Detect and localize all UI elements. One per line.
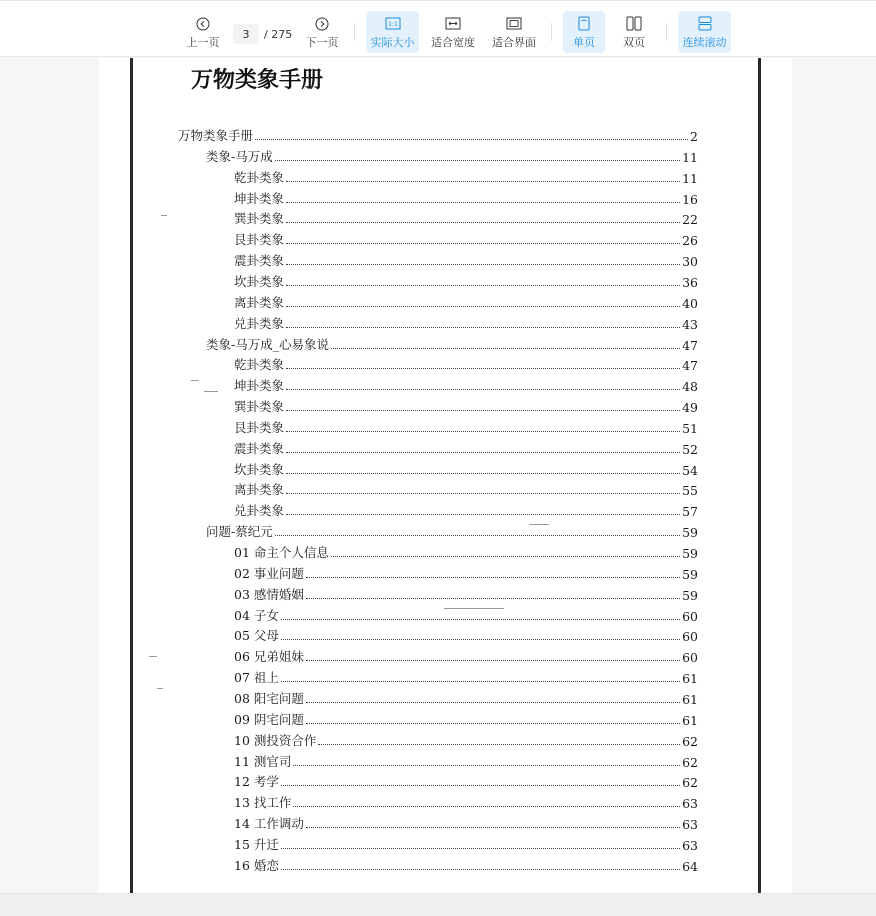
fit-screen-label: 适合界面 bbox=[492, 35, 536, 49]
continuous-scroll-icon bbox=[698, 15, 712, 33]
toc-entry[interactable] bbox=[234, 541, 698, 561]
toc-entry[interactable] bbox=[234, 249, 698, 269]
toc-entry[interactable] bbox=[234, 499, 698, 519]
toc-entry-title: 03 感情婚姻 bbox=[234, 586, 304, 602]
toc-entry-page: 47 bbox=[682, 337, 698, 353]
toc-entry-title: 15 升迁 bbox=[234, 836, 279, 852]
scan-speck bbox=[529, 524, 549, 525]
toc-entry-title: 离卦类象 bbox=[234, 294, 285, 310]
toc-entry-title: 09 阴宅问题 bbox=[234, 711, 304, 727]
toc-entry[interactable] bbox=[234, 270, 698, 290]
toc-entry[interactable] bbox=[234, 729, 698, 749]
toc-leader-dots bbox=[281, 869, 680, 870]
toc-entry-title: 乾卦类象 bbox=[234, 357, 285, 373]
toc-entry-page: 47 bbox=[682, 358, 698, 374]
toc-entry[interactable] bbox=[234, 666, 698, 686]
toc-leader-dots bbox=[306, 598, 680, 599]
toc-entry[interactable] bbox=[234, 437, 698, 457]
toc-entry[interactable] bbox=[234, 645, 698, 665]
total-pages: / 275 bbox=[264, 27, 293, 41]
toc-entry-page: 49 bbox=[682, 400, 698, 416]
toc-entry-title: 12 考学 bbox=[234, 774, 279, 790]
toc-entry[interactable] bbox=[234, 478, 698, 498]
page-navigator bbox=[233, 23, 292, 45]
toc-entry-page: 57 bbox=[682, 504, 698, 520]
toc-entry[interactable] bbox=[206, 333, 698, 353]
document-title: 万物类象手册 bbox=[191, 67, 324, 93]
toc-entry-title: 乾卦类象 bbox=[234, 169, 285, 185]
toc-leader-dots bbox=[286, 410, 680, 411]
pdf-page bbox=[99, 58, 792, 893]
toc-entry-page: 22 bbox=[682, 212, 698, 228]
toc-entry-page: 54 bbox=[682, 462, 698, 478]
toc-entry-page: 59 bbox=[682, 566, 698, 582]
toc-entry[interactable] bbox=[206, 520, 698, 540]
toc-entry-title: 坎卦类象 bbox=[234, 461, 285, 477]
toc-entry-page: 63 bbox=[682, 817, 698, 833]
next-page-button[interactable] bbox=[303, 11, 341, 53]
toc-entry-page: 55 bbox=[682, 483, 698, 499]
toc-entry[interactable] bbox=[234, 291, 698, 311]
toc-leader-dots bbox=[286, 222, 680, 223]
toc-entry-page: 26 bbox=[682, 233, 698, 249]
toc-leader-dots bbox=[286, 306, 680, 307]
fit-width-label: 适合宽度 bbox=[431, 35, 475, 49]
toc-entry-page: 61 bbox=[682, 712, 698, 728]
toc-entry[interactable] bbox=[234, 374, 698, 394]
scan-speck bbox=[161, 215, 167, 216]
fit-screen-button[interactable] bbox=[490, 11, 538, 53]
current-page-input[interactable] bbox=[233, 24, 259, 44]
toc-leader-dots bbox=[318, 744, 680, 745]
continuous-scroll-button[interactable] bbox=[678, 11, 731, 53]
toc-entry-title: 坤卦类象 bbox=[234, 190, 285, 206]
toc-entry-title: 震卦类象 bbox=[234, 440, 285, 456]
svg-text:1:1: 1:1 bbox=[387, 21, 398, 29]
toc-leader-dots bbox=[306, 702, 680, 703]
toc-leader-dots bbox=[306, 723, 680, 724]
toc-entry-page: 52 bbox=[682, 441, 698, 457]
continuous-scroll-label: 连续滚动 bbox=[682, 35, 727, 49]
scan-speck bbox=[149, 656, 157, 657]
toc-entry-title: 类象-马万成 bbox=[206, 148, 273, 164]
toc-entry[interactable] bbox=[234, 624, 698, 644]
toc-entry-page: 59 bbox=[682, 546, 698, 561]
toc-leader-dots bbox=[286, 473, 680, 474]
toc-leader-dots bbox=[286, 368, 680, 369]
viewer-toolbar bbox=[0, 0, 876, 57]
toc-leader-dots bbox=[281, 639, 680, 640]
toc-entry-title: 巽卦类象 bbox=[234, 211, 285, 227]
toolbar-divider bbox=[666, 23, 667, 41]
toc-entry-page: 51 bbox=[682, 420, 698, 436]
toc-leader-dots bbox=[281, 681, 680, 682]
toc-entry[interactable] bbox=[178, 124, 698, 144]
toc-entry-page: 59 bbox=[682, 525, 698, 541]
scan-speck bbox=[191, 380, 199, 381]
toc-leader-dots bbox=[331, 556, 680, 557]
toc-entry-page: 62 bbox=[682, 733, 698, 749]
toc-entry-title: 04 子女 bbox=[234, 607, 279, 623]
toc-leader-dots bbox=[275, 535, 680, 536]
toc-entry-title: 震卦类象 bbox=[234, 253, 285, 269]
toc-entry-title: 01 命主个人信息 bbox=[234, 545, 329, 560]
toc-leader-dots bbox=[286, 452, 680, 453]
toc-entry[interactable] bbox=[234, 187, 698, 207]
next-page-label: 下一页 bbox=[305, 35, 339, 49]
actual-size-button[interactable] bbox=[366, 11, 419, 53]
toc-entry-page: 36 bbox=[682, 274, 698, 290]
toc-entry[interactable] bbox=[234, 791, 698, 811]
toc-entry[interactable] bbox=[234, 458, 698, 478]
toc-entry-page: 60 bbox=[682, 650, 698, 666]
toc-leader-dots bbox=[281, 785, 680, 786]
toc-leader-dots bbox=[286, 389, 680, 390]
toc-entry[interactable] bbox=[234, 583, 698, 603]
toc-entry-page: 63 bbox=[682, 796, 698, 812]
toc-entry-page: 61 bbox=[682, 671, 698, 687]
toc-entry[interactable] bbox=[234, 228, 698, 248]
toc-entry[interactable] bbox=[206, 145, 698, 165]
toc-entry[interactable] bbox=[234, 833, 698, 853]
toc-leader-dots bbox=[286, 285, 680, 286]
toc-entry-title: 07 祖上 bbox=[234, 670, 279, 686]
toolbar-divider bbox=[354, 23, 355, 41]
toc-leader-dots bbox=[281, 848, 680, 849]
toc-leader-dots bbox=[306, 827, 680, 828]
toc-entry-page: 61 bbox=[682, 691, 698, 707]
toc-entry-page: 60 bbox=[682, 629, 698, 645]
toc-entry-page: 43 bbox=[682, 316, 698, 332]
double-page-label: 双页 bbox=[623, 35, 645, 49]
single-page-button[interactable] bbox=[563, 11, 605, 53]
toc-entry[interactable] bbox=[234, 312, 698, 332]
prev-page-label: 上一页 bbox=[186, 35, 220, 49]
toc-entry-title: 类象-马万成_心易象说 bbox=[206, 336, 329, 352]
toc-entry-page: 62 bbox=[682, 754, 698, 770]
toc-entry-title: 14 工作调动 bbox=[234, 816, 304, 832]
toc-leader-dots bbox=[286, 493, 680, 494]
scan-border-left bbox=[130, 58, 133, 893]
scan-speck bbox=[157, 688, 163, 689]
prev-page-button[interactable] bbox=[184, 11, 222, 53]
toc-entry-page: 59 bbox=[682, 587, 698, 603]
toc-entry-title: 13 找工作 bbox=[234, 795, 292, 811]
toc-leader-dots bbox=[306, 577, 680, 578]
toc-entry-title: 艮卦类象 bbox=[234, 419, 285, 435]
toc-entry-title: 问题-蔡纪元 bbox=[206, 524, 273, 540]
toc-leader-dots bbox=[286, 431, 680, 432]
status-bar bbox=[0, 893, 876, 916]
toc-leader-dots bbox=[286, 327, 680, 328]
toc-leader-dots bbox=[293, 806, 680, 807]
toc-leader-dots bbox=[281, 619, 680, 620]
toc-entry-page: 62 bbox=[682, 775, 698, 791]
toc-entry[interactable] bbox=[234, 395, 698, 415]
toc-entry-page: 40 bbox=[682, 295, 698, 311]
toc-entry[interactable] bbox=[234, 353, 698, 373]
toc-entry-title: 坤卦类象 bbox=[234, 378, 285, 394]
toc-entry-title: 02 事业问题 bbox=[234, 565, 304, 581]
toc-leader-dots bbox=[306, 660, 680, 661]
chevron-right-circle-icon bbox=[315, 15, 329, 33]
scan-speck bbox=[444, 608, 504, 609]
single-page-icon bbox=[578, 15, 590, 33]
toc-leader-dots bbox=[286, 264, 680, 265]
toc-entry-page: 2 bbox=[690, 129, 698, 144]
toc-leader-dots bbox=[286, 243, 680, 244]
document-viewport[interactable] bbox=[0, 58, 876, 893]
toc-entry-title: 离卦类象 bbox=[234, 482, 285, 498]
actual-size-icon bbox=[385, 15, 401, 33]
double-page-icon bbox=[626, 15, 642, 33]
toc-entry[interactable] bbox=[234, 770, 698, 790]
toc-leader-dots bbox=[286, 514, 680, 515]
scan-speck bbox=[204, 391, 218, 392]
toc-entry-title: 艮卦类象 bbox=[234, 232, 285, 248]
toc-entry[interactable] bbox=[234, 416, 698, 436]
toc-entry-title: 11 测官司 bbox=[234, 753, 292, 769]
toc-entry-page: 60 bbox=[682, 608, 698, 624]
toc-entry-page: 48 bbox=[682, 379, 698, 395]
toc-entry-title: 巽卦类象 bbox=[234, 399, 285, 415]
toc-entry-title: 坎卦类象 bbox=[234, 273, 285, 289]
toc-entry-title: 万物类象手册 bbox=[178, 128, 254, 143]
toc-leader-dots bbox=[286, 181, 680, 182]
fit-width-button[interactable] bbox=[429, 11, 477, 53]
toc-entry[interactable] bbox=[234, 562, 698, 582]
toc-leader-dots bbox=[275, 160, 680, 161]
toc-entry[interactable] bbox=[234, 854, 698, 874]
toc-leader-dots bbox=[293, 765, 680, 766]
toc-entry-title: 10 测投资合作 bbox=[234, 732, 317, 748]
toc-entry-page: 63 bbox=[682, 837, 698, 853]
toc-entry[interactable] bbox=[234, 750, 698, 770]
toc-entry-page: 11 bbox=[682, 149, 698, 165]
fit-width-icon bbox=[445, 15, 461, 33]
toc-entry-page: 16 bbox=[682, 191, 698, 207]
toolbar-divider bbox=[551, 23, 552, 41]
toc-entry[interactable] bbox=[234, 812, 698, 832]
toc-entry-title: 兑卦类象 bbox=[234, 315, 285, 331]
toc-entry[interactable] bbox=[234, 207, 698, 227]
toc-entry[interactable] bbox=[234, 604, 698, 624]
toc-entry[interactable] bbox=[234, 708, 698, 728]
toc-leader-dots bbox=[286, 202, 680, 203]
toc-entry-title: 08 阳宅问题 bbox=[234, 690, 304, 706]
fit-screen-icon bbox=[506, 15, 522, 33]
toc-entry-page: 30 bbox=[682, 254, 698, 270]
toc-entry-page: 11 bbox=[682, 170, 698, 186]
toc-entry[interactable] bbox=[234, 166, 698, 186]
scan-border-right bbox=[758, 58, 761, 893]
actual-size-label: 实际大小 bbox=[370, 35, 415, 49]
toc-entry[interactable] bbox=[234, 687, 698, 707]
chevron-left-circle-icon bbox=[196, 15, 210, 33]
double-page-button[interactable] bbox=[613, 11, 655, 53]
toc-entry-page: 64 bbox=[682, 858, 698, 874]
toc-entry-title: 16 婚恋 bbox=[234, 857, 279, 873]
toc-entry-title: 兑卦类象 bbox=[234, 503, 285, 519]
toc-entry-title: 05 父母 bbox=[234, 628, 279, 644]
toc-leader-dots bbox=[255, 139, 688, 140]
toc-entry-title: 06 兄弟姐妹 bbox=[234, 649, 304, 665]
single-page-label: 单页 bbox=[573, 35, 595, 49]
toc-leader-dots bbox=[331, 348, 680, 349]
